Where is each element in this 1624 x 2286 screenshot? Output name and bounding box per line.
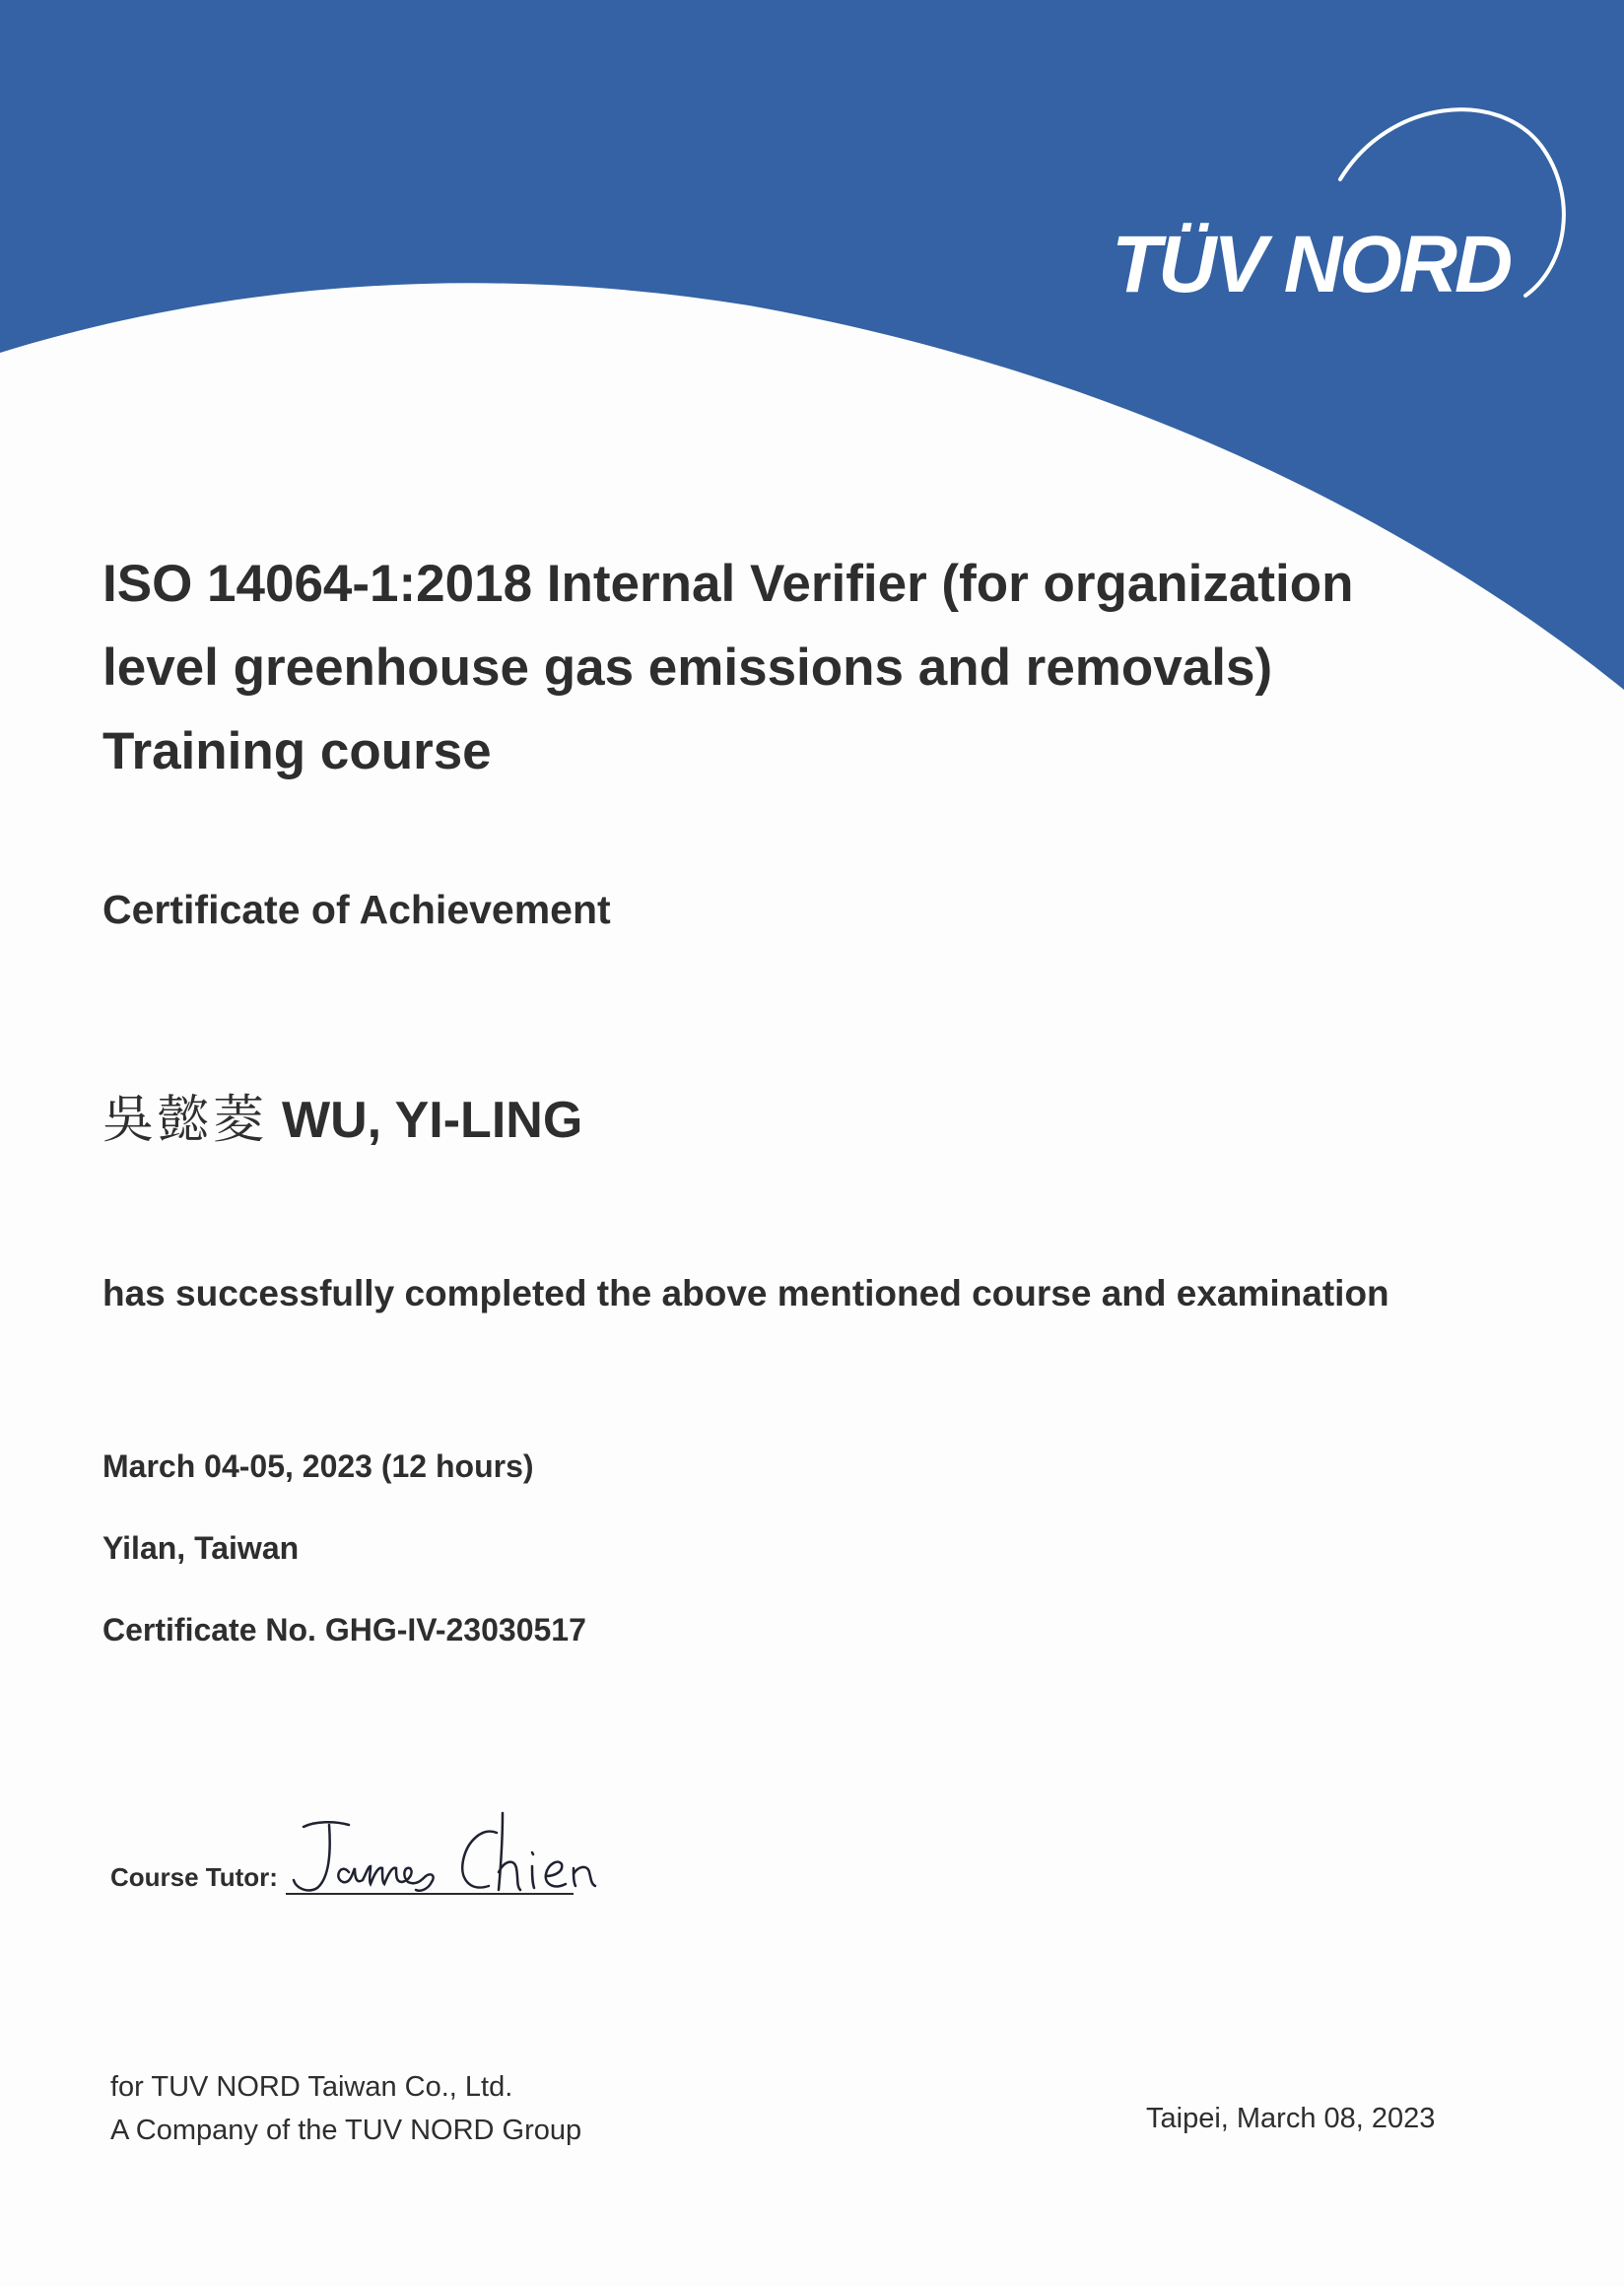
logo-wordmark: TÜV NORD bbox=[1112, 220, 1511, 309]
issuer-group: A Company of the TUV NORD Group bbox=[110, 2115, 582, 2146]
course-location: Yilan, Taiwan bbox=[102, 1530, 300, 1566]
signature-line bbox=[286, 1893, 574, 1895]
tutor-signature bbox=[286, 1803, 660, 1912]
completion-statement: has successfully completed the above mentioned course and examination bbox=[102, 1273, 1389, 1313]
issue-place-date: Taipei, March 08, 2023 bbox=[1146, 2103, 1436, 2134]
recipient-name-english: WU, YI-LING bbox=[282, 1092, 583, 1149]
course-title bbox=[102, 542, 1462, 793]
issuer-block bbox=[110, 2065, 581, 2152]
tuv-nord-logo bbox=[1104, 99, 1577, 335]
recipient-name bbox=[102, 1078, 582, 1152]
course-date: March 04-05, 2023 (12 hours) bbox=[102, 1448, 534, 1484]
course-title-line: Training course bbox=[102, 722, 492, 780]
recipient-name-chinese: 吳懿菱 bbox=[102, 1091, 269, 1150]
course-title-line: level greenhouse gas emissions and removals) bbox=[102, 639, 1273, 697]
certificate-number: Certificate No. GHG-IV-23030517 bbox=[102, 1612, 586, 1647]
course-tutor-label: Course Tutor: bbox=[110, 1862, 278, 1892]
issuer-company: for TUV NORD Taiwan Co., Ltd. bbox=[110, 2071, 513, 2103]
certificate-type: Certificate of Achievement bbox=[102, 887, 611, 932]
course-title-line: ISO 14064-1:2018 Internal Verifier (for organization bbox=[102, 555, 1354, 613]
